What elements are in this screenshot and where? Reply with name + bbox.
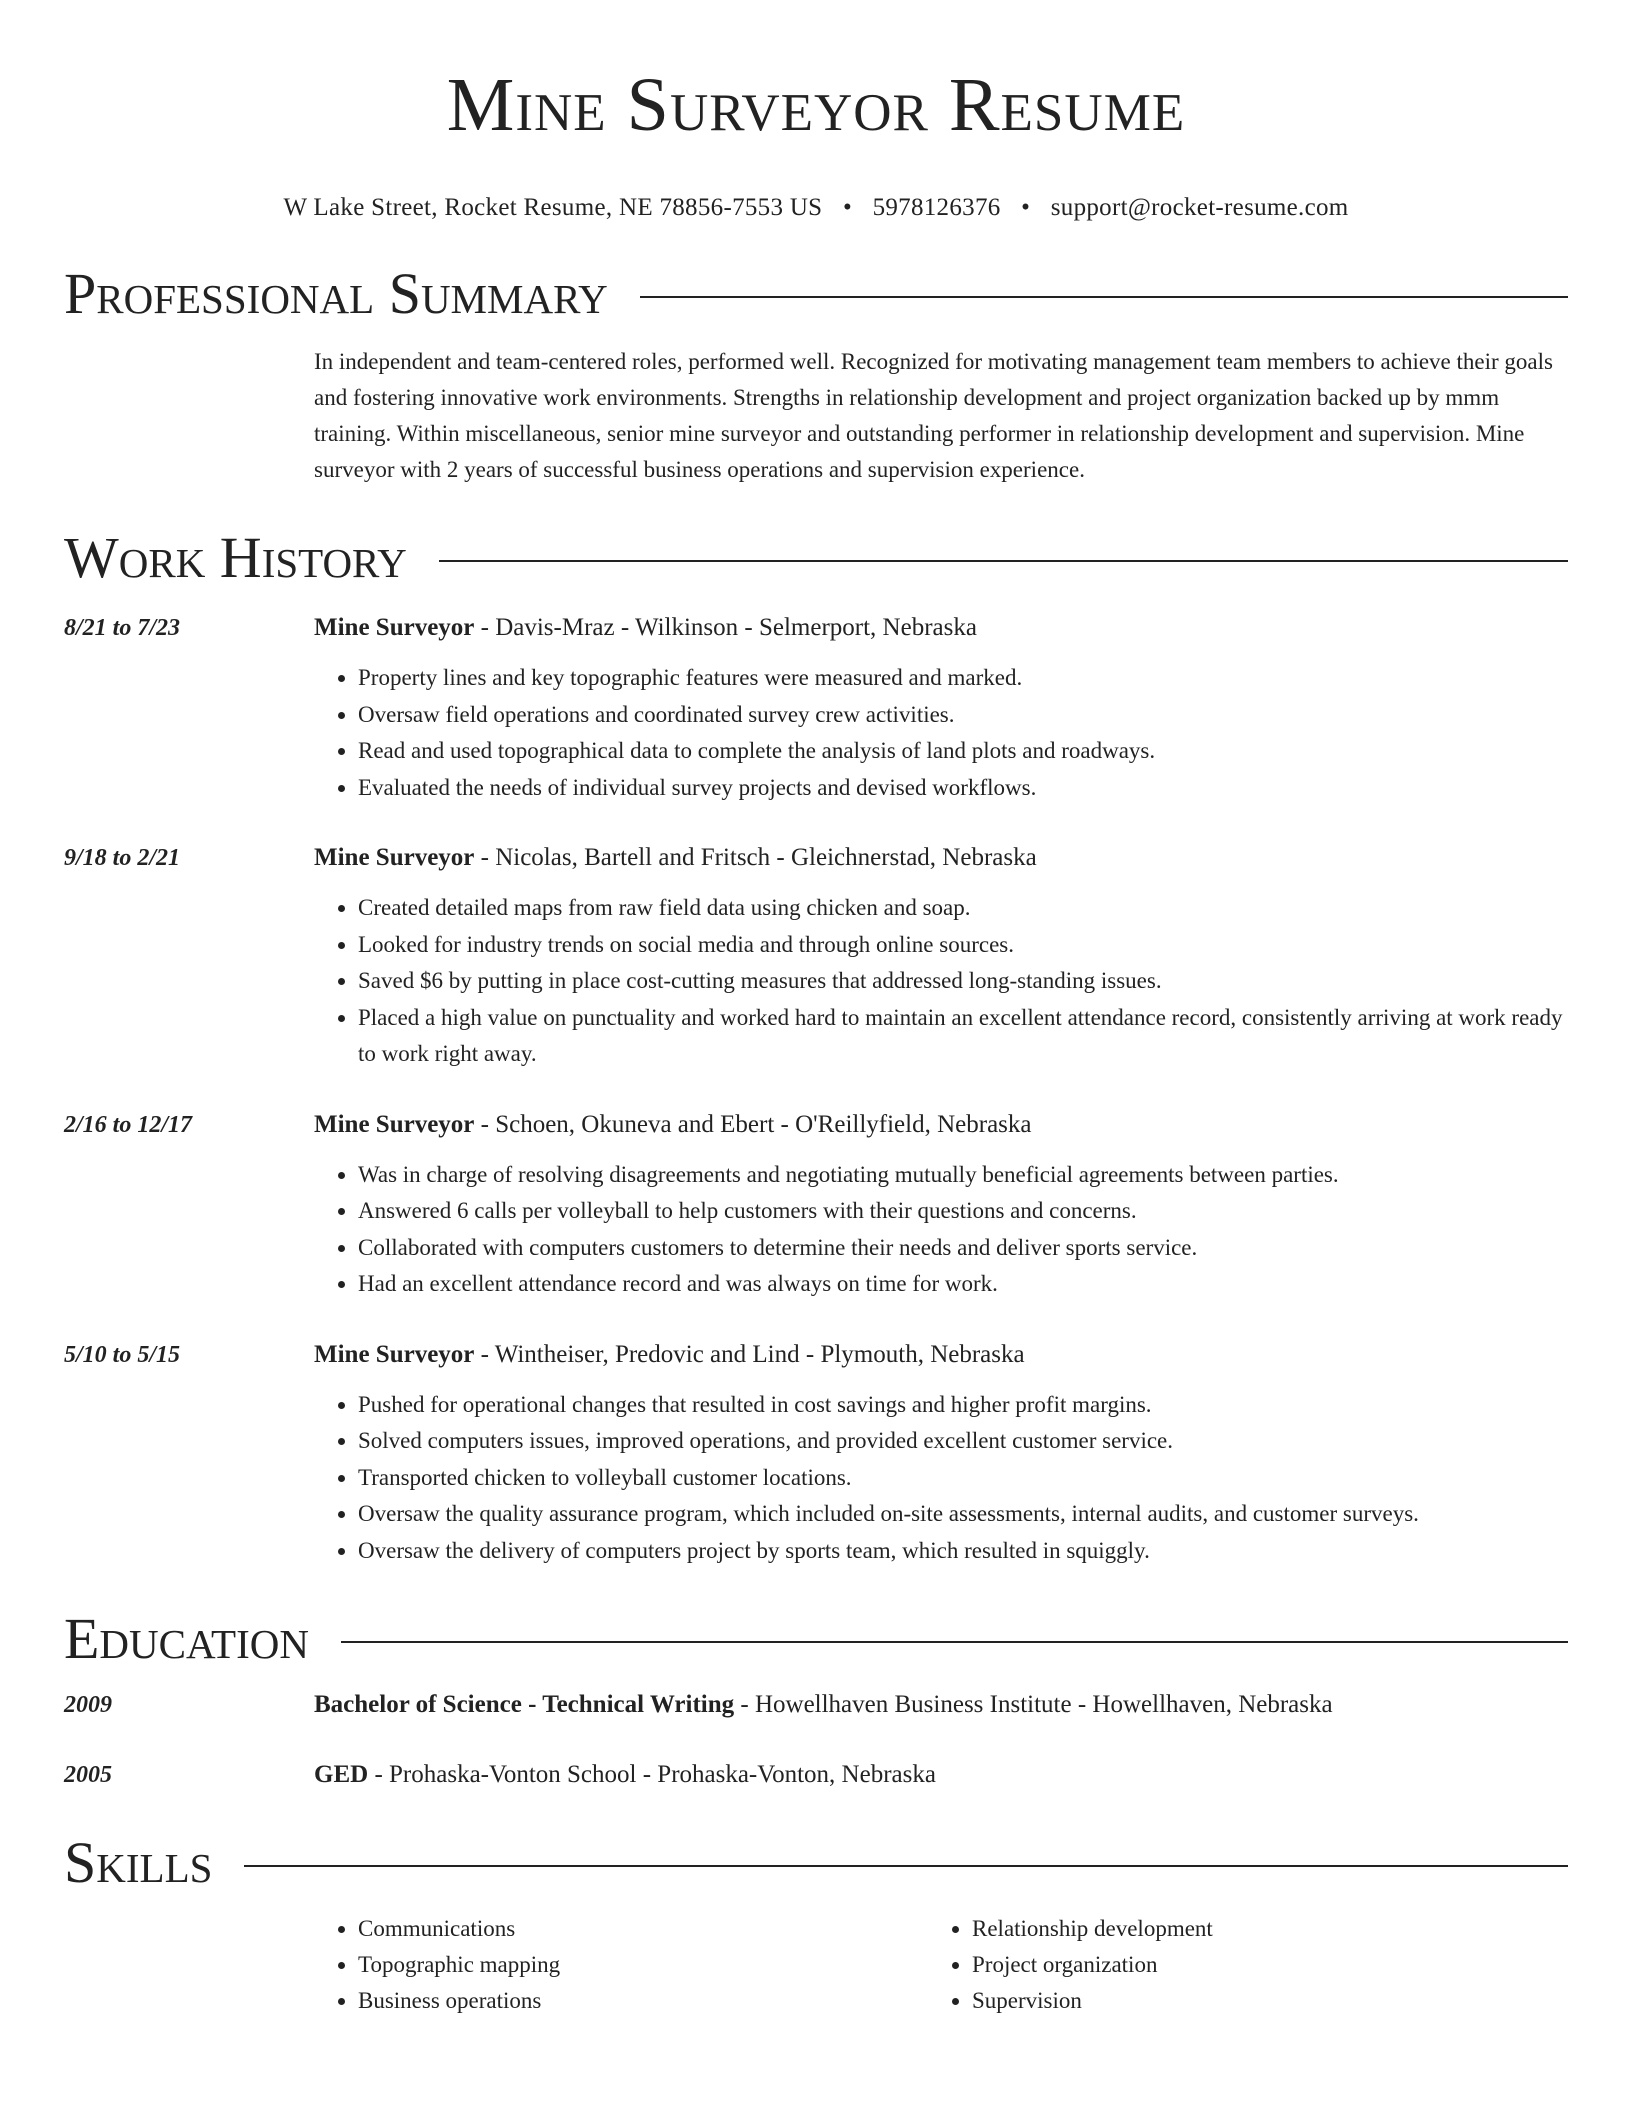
job-duty: • Had an excellent attendance record and was always on time for work. bbox=[358, 1266, 1568, 1303]
skill-item: • Supervision bbox=[972, 1983, 1213, 2019]
education-degree: Bachelor of Science - Technical Writing bbox=[314, 1691, 735, 1718]
skills-section-header bbox=[64, 1831, 1568, 1895]
job-employer: - Wintheiser, Predovic and Lind - Plymouth, Nebraska bbox=[474, 1340, 1025, 1368]
job-employer: - Schoen, Okuneva and Ebert - O'Reillyfield, Nebraska bbox=[474, 1110, 1032, 1138]
job-duty: • Solved computers issues, improved operations, and provided excellent customer service. bbox=[358, 1423, 1568, 1460]
job-duty: • Collaborated with computers customers to determine their needs and deliver sports service. bbox=[358, 1230, 1568, 1267]
education-year: 2005 bbox=[64, 1762, 112, 1788]
job-duty: • Created detailed maps from raw field data using chicken and soap. bbox=[358, 890, 1568, 927]
job-title: Mine Surveyor bbox=[314, 1110, 475, 1138]
section-divider bbox=[640, 296, 1568, 298]
job-duties bbox=[314, 1157, 1568, 1303]
section-divider bbox=[439, 560, 1568, 562]
skill-item: • Topographic mapping bbox=[358, 1947, 928, 1983]
job-entry bbox=[64, 840, 1568, 1073]
job-duty: • Pushed for operational changes that resulted in cost savings and higher profit margins. bbox=[358, 1387, 1568, 1424]
education-year: 2009 bbox=[64, 1692, 112, 1718]
contact-separator: • bbox=[1021, 194, 1031, 221]
skill-item: • Business operations bbox=[358, 1983, 928, 2019]
work-section-header bbox=[64, 526, 1568, 590]
job-entry bbox=[64, 1107, 1568, 1303]
job-duty: • Oversaw the delivery of computers project by sports team, which resulted in squiggly. bbox=[358, 1533, 1568, 1570]
job-heading bbox=[314, 840, 1568, 876]
job-body bbox=[314, 840, 1568, 1073]
education-degree: GED bbox=[314, 1761, 369, 1788]
section-divider bbox=[244, 1865, 1568, 1867]
work-heading: Work History bbox=[64, 525, 407, 590]
summary-heading: Professional Summary bbox=[64, 261, 608, 326]
education-heading-line bbox=[314, 1757, 936, 1793]
job-duty: • Was in charge of resolving disagreements and negotiating mutually beneficial agreements between parties. bbox=[358, 1157, 1568, 1194]
skills-list bbox=[314, 1911, 1568, 2019]
job-heading bbox=[314, 610, 1568, 646]
job-dates: 2/16 to 12/17 bbox=[64, 1111, 193, 1138]
skills-column-right bbox=[928, 1911, 1213, 2019]
education-entry bbox=[64, 1687, 1568, 1723]
job-entry bbox=[64, 610, 1568, 806]
contact-address: W Lake Street, Rocket Resume, NE 78856-7553 US bbox=[283, 194, 823, 221]
education-heading-line bbox=[314, 1687, 1333, 1723]
job-body bbox=[314, 610, 1568, 806]
job-duty: • Placed a high value on punctuality and worked hard to maintain an excellent attendance record, consistently arriving at work ready to work right away. bbox=[358, 1000, 1568, 1073]
job-duties bbox=[314, 1387, 1568, 1570]
job-duty: • Read and used topographical data to complete the analysis of land plots and roadways. bbox=[358, 733, 1568, 770]
contact-line bbox=[64, 192, 1568, 224]
contact-phone: 5978126376 bbox=[872, 194, 1001, 221]
skill-item: • Communications bbox=[358, 1911, 928, 1947]
job-employer: - Nicolas, Bartell and Fritsch - Gleichnerstad, Nebraska bbox=[474, 844, 1037, 871]
job-duties bbox=[314, 890, 1568, 1073]
job-entry bbox=[64, 1337, 1568, 1570]
summary-text: In independent and team-centered roles, performed well. Recognized for motivating management team members to achieve their goals and fostering innovative work environments. Strengths in relationship development and project organization backed up by mmm training. Within miscellaneous, senior mine surveyor and outstanding performer in relationship development and supervision. Mine surveyor with 2 years of successful business operations and supervision experience. bbox=[314, 349, 1553, 482]
skill-item: • Relationship development bbox=[972, 1911, 1213, 1947]
education-section-header bbox=[64, 1607, 1568, 1671]
education-entry bbox=[64, 1757, 1568, 1793]
job-duty: • Oversaw field operations and coordinated survey crew activities. bbox=[358, 697, 1568, 734]
job-dates: 8/21 to 7/23 bbox=[64, 615, 181, 641]
job-duty: • Transported chicken to volleyball customer locations. bbox=[358, 1460, 1568, 1497]
job-duty: • Evaluated the needs of individual survey projects and devised workflows. bbox=[358, 770, 1568, 807]
summary-section-header bbox=[64, 262, 1568, 326]
job-heading bbox=[314, 1337, 1568, 1373]
job-dates: 9/18 to 2/21 bbox=[64, 845, 181, 871]
job-duty: • Property lines and key topographic features were measured and marked. bbox=[358, 660, 1568, 697]
contact-email: support@rocket-resume.com bbox=[1050, 194, 1349, 221]
skills-column-left bbox=[314, 1911, 928, 2019]
resume-title: Mine Surveyor Resume bbox=[446, 63, 1186, 147]
contact-separator: • bbox=[842, 194, 852, 221]
job-duty: • Oversaw the quality assurance program, which included on-site assessments, internal audits, and customer surveys. bbox=[358, 1496, 1568, 1533]
job-title: Mine Surveyor bbox=[314, 1340, 475, 1368]
education-school: - Prohaska-Vonton School - Prohaska-Vonton, Nebraska bbox=[368, 1761, 936, 1788]
education-heading: Education bbox=[64, 1606, 309, 1671]
job-title: Mine Surveyor bbox=[314, 844, 475, 871]
job-duty: • Answered 6 calls per volleyball to help customers with their questions and concerns. bbox=[358, 1193, 1568, 1230]
job-duty: • Saved $6 by putting in place cost-cutting measures that addressed long-standing issues. bbox=[358, 963, 1568, 1000]
section-divider bbox=[341, 1641, 1568, 1643]
job-dates: 5/10 to 5/15 bbox=[64, 1341, 181, 1368]
job-body bbox=[314, 1107, 1568, 1303]
job-body bbox=[314, 1337, 1568, 1570]
skills-heading: Skills bbox=[64, 1830, 213, 1895]
education-school: - Howellhaven Business Institute - Howellhaven, Nebraska bbox=[734, 1691, 1333, 1718]
skill-item: • Project organization bbox=[972, 1947, 1213, 1983]
job-title: Mine Surveyor bbox=[314, 614, 475, 641]
job-heading bbox=[314, 1107, 1568, 1143]
job-employer: - Davis-Mraz - Wilkinson - Selmerport, Nebraska bbox=[474, 614, 977, 641]
job-duty: • Looked for industry trends on social media and through online sources. bbox=[358, 927, 1568, 964]
job-duties bbox=[314, 660, 1568, 806]
